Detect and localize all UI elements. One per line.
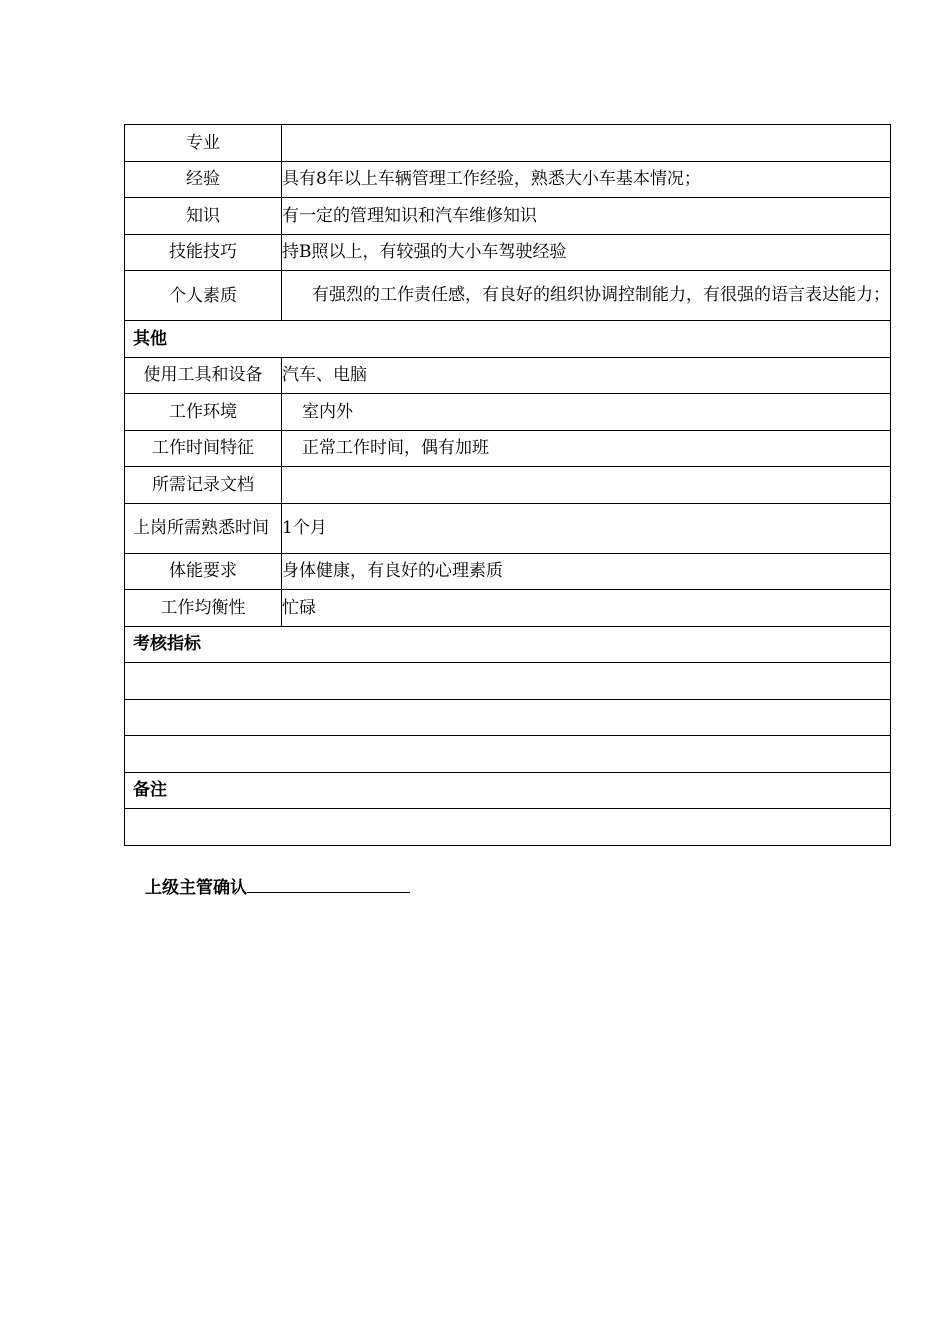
row-tools [125, 357, 891, 394]
tools-label: 使用工具和设备 [125, 357, 282, 394]
knowledge-label: 知识 [125, 198, 282, 235]
knowledge-value: 有一定的管理知识和汽车维修知识 [282, 198, 891, 235]
balance-label: 工作均衡性 [125, 590, 282, 627]
row-environment [125, 394, 891, 431]
skills-value: 持B照以上，有较强的大小车驾驶经验 [282, 234, 891, 271]
row-knowledge [125, 198, 891, 235]
row-skills [125, 234, 891, 271]
other-heading: 其他 [125, 321, 891, 358]
section-other [125, 321, 891, 358]
remarks-blank-row [125, 809, 891, 846]
row-experience [125, 161, 891, 198]
assessment-heading: 考核指标 [125, 626, 891, 663]
assessment-blank-cell [125, 699, 891, 736]
row-hours [125, 430, 891, 467]
skills-label: 技能技巧 [125, 234, 282, 271]
experience-label: 经验 [125, 161, 282, 198]
environment-label: 工作环境 [125, 394, 282, 431]
row-physical [125, 553, 891, 590]
signoff-label: 上级主管确认 [145, 878, 247, 898]
row-qualities [125, 271, 891, 321]
row-major [125, 125, 891, 162]
records-value [282, 467, 891, 504]
row-records [125, 467, 891, 504]
hours-value: 正常工作时间，偶有加班 [282, 430, 891, 467]
familiarization-value: 1个月 [282, 503, 891, 553]
experience-value: 具有8年以上车辆管理工作经验，熟悉大小车基本情况； [282, 161, 891, 198]
remarks-blank-cell [125, 809, 891, 846]
physical-value: 身体健康，有良好的心理素质 [282, 553, 891, 590]
hours-label: 工作时间特征 [125, 430, 282, 467]
supervisor-signoff [145, 874, 410, 900]
assessment-blank-row [125, 699, 891, 736]
row-balance [125, 590, 891, 627]
row-familiarization [125, 503, 891, 553]
major-label: 专业 [125, 125, 282, 162]
signature-line [247, 874, 410, 893]
assessment-blank-row [125, 663, 891, 700]
assessment-blank-cell [125, 663, 891, 700]
major-value [282, 125, 891, 162]
section-remarks [125, 772, 891, 809]
assessment-blank-row [125, 736, 891, 773]
remarks-heading: 备注 [125, 772, 891, 809]
section-assessment [125, 626, 891, 663]
assessment-blank-cell [125, 736, 891, 773]
qualities-label: 个人素质 [125, 271, 282, 321]
job-description-table [124, 124, 891, 846]
balance-value: 忙碌 [282, 590, 891, 627]
physical-label: 体能要求 [125, 553, 282, 590]
familiarization-label: 上岗所需熟悉时间 [125, 503, 282, 553]
tools-value: 汽车、电脑 [282, 357, 891, 394]
environment-value: 室内外 [282, 394, 891, 431]
qualities-value: 有强烈的工作责任感，有良好的组织协调控制能力，有很强的语言表达能力； [282, 271, 891, 321]
records-label: 所需记录文档 [125, 467, 282, 504]
